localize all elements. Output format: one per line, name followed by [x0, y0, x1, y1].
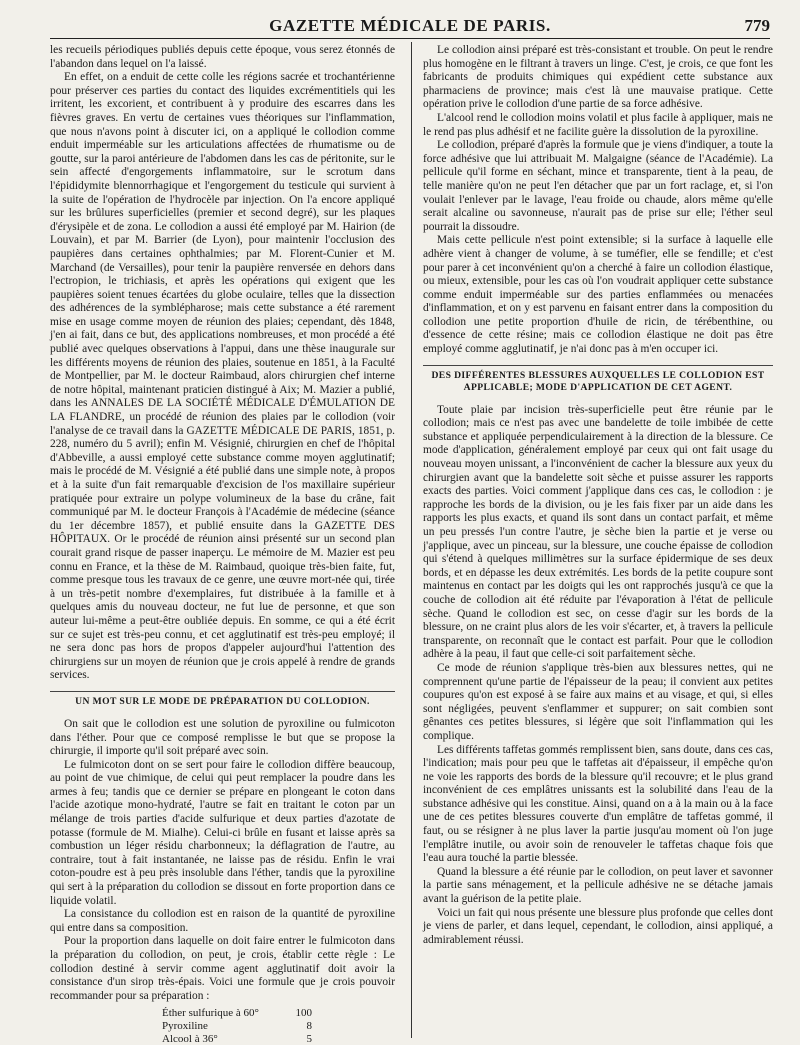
page-header	[50, 8, 770, 39]
paragraph: Pour la proportion dans laquelle on doit faire entrer le fulmicoton dans la préparation du collodion, on peut, je crois, établir cette règle : Le collodion destiné à servir comme agent agglutinatif doit avoir la consistance d'un sirop très-épais. Voici une formule que je crois pouvoir recommander pour sa préparation :	[50, 935, 395, 1002]
paragraph: En effet, on a enduit de cette colle les régions sacrée et trochantérienne pour préserver ces parties du contact des liquides excrémentitiels qui les irritent, les excorient, et contribuent à y produire des escarres dans les fièvres graves. En vertu de certaines vues théoriques sur l'inflammation, que nous n'avons point à discuter ici, on a appliqué le collodion comme enduit imperméable sur les articulations affectées de rhumatisme ou de goutte, sur la paroi antérieure de l'abdomen dans les cas de péritonite, sur le sein affecté d'engorgements inflammatoire, sur le scrotum dans l'épididymite blennorrhagique et l'engorgement du testicule qui survient à la suite de l'opération de l'hydrocèle par injection. On l'a encore appliqué sur les brûlures superficielles (premier et second degré), sur les plaques d'érysipèle et de zona. Le collodion a aussi été employé par M. Hairion (de Louvain), et par M. Barrier (de Lyon), pour maintenir l'occlusion des paupières dans certaines ophthalmies; par M. Florent-Cunier et M. Marchand (de Versailles), pour tenir la paupière renversée en dehors dans l'ectropion, le trichiasis, et après les opérations qui exigent que les paupières soient tenues écartées du globe oculaire, telles que la dissection des adhérences de la symblépharose; mais cette substance a été rarement mise en usage comme moyen de réunion des plaies; cependant, dès 1848, j'en ai fait, dans ce but, des applications nombreuses, et mon procédé a été publié avec quelques observations à l'appui, dans une thèse inaugurale sur les différents moyens de réunion des plaies, soutenue en 1851, à la Faculté de Montpellier, par M. le docteur Raimbaud, alors chirurgien chef interne de notre hôpital, maintenant praticien distingué à Aix; M. Mazier a publié, dans les ANNALES DE LA SOCIÉTÉ MÉDICALE D'ÉMULATION DE LA FLANDRE, un procédé de réunion des plaies par le collodion (voir l'analyse de ce travail dans la GAZETTE MÉDICALE DE PARIS, 1851, p. 228, numéro du 5 avril); enfin M. Vésignié, chirurgien en chef de l'hôpital d'Abbeville, a aussi employé cette substance comme moyen agglutinatif; mais le procédé de M. Vésignié a été publié dans une simple note, à propos et à la suite d'un fait remarquable d'excision de l'os maxillaire supérieur pratiquée pour extraire un polype volumineux de la base du crâne, fait communiqué par M. le docteur François à l'Académie de médecine (séance du 1er décembre 1857), et publié ensuite dans la GAZETTE DES HÔPITAUX. Or le procédé de réunion ainsi présenté sur un second plan courait grand risque de passer inaperçu. Le mémoire de M. Mazier est peu connu en France, et la thèse de M. Raimbaud, quoique très-bien faite, fut, comme presque tous les travaux de ce genre, une œuvre mort-née qui, tirée à un très-petit nombre d'exemplaires, fut distribuée à la famille et à quelques amis du nouveau docteur, ne fut lue de personne, et que son auteur lui-même a peut-être oubliée depuis. En somme, ce qui a été écrit sur ce sujet est très-peu connu, et cet agglutinatif est très-peu employé; il ne sera donc pas hors de propos d'appeler aujourd'hui l'attention des chirurgiens sur un moyen de réunion que je crois appelé à rendre de grands services.	[50, 71, 395, 682]
left-column	[50, 44, 395, 1045]
column-divider	[411, 42, 412, 1038]
paragraph: On sait que le collodion est une solution de pyroxiline ou fulmicoton dans l'éther. Pour que ce composé remplisse le but que se propose la chirurgie, il importe qu'il soit préparé avec soin.	[50, 717, 395, 758]
recipe-row	[162, 1007, 312, 1020]
recipe-ingredient: Alcool à 36°	[162, 1032, 218, 1045]
recipe-row	[162, 1020, 312, 1033]
paragraph: les recueils périodiques publiés depuis cette époque, vous serez étonnés de l'abandon dans lequel on l'a laissé.	[50, 44, 395, 70]
paragraph: La consistance du collodion est en raison de la quantité de pyroxiline qui entre dans sa composition.	[50, 908, 395, 934]
paragraph: Quand la blessure a été réunie par le collodion, on peut laver et savonner la partie sans ménagement, et la pellicule adhésive ne se détache jamais avant la guérison de la petite plaie.	[423, 865, 773, 906]
paragraph: L'alcool rend le collodion moins volatil et plus facile à appliquer, mais ne le rend pas plus adhésif et ne facilite guère la dissolution de la pyroxiline.	[423, 111, 773, 138]
recipe-row	[162, 1033, 312, 1045]
paragraph: Ce mode de réunion s'applique très-bien aux blessures nettes, qui ne comprennent qu'une partie de l'épaisseur de la peau; il convient aux petites coupures qu'on est exposé à se faire aux mains et au visage, et qui, si elles sont négligées, peuvent s'enflammer et suppurer; on sait combien sont gênantes ces petites blessures, si légère que soit l'inflammation qui les complique.	[423, 661, 773, 742]
page-number: 779	[744, 16, 770, 35]
paragraph: Les différents taffetas gommés remplissent bien, sans doute, dans ces cas, l'indication; mais pour peu que le taffetas ait d'épaisseur, il empêche qu'on ne voie les rapports des bords de la blessure qu'il recouvre; et le plus grand inconvénient de ces emplâtres unissants est la solubilité dans l'eau de la substance adhésive qui les constitue. Ainsi, quand on a à la main ou à la face une de ces petites blessures couverte d'un emplâtre de taffetas gommé, il faut, ou se résigner à ne plus laver la partie jusqu'au moment où l'on juge l'emplâtre inutile, ou avoir soin de renouveler le taffetas chaque fois que l'eau aura touché la partie blessée.	[423, 743, 773, 865]
recipe-table	[162, 1007, 395, 1045]
paragraph: Le collodion ainsi préparé est très-consistant et trouble. On peut le rendre plus homogène en le filtrant à travers un linge. C'est, je crois, ce que font les fabricants de produits chimiques qui expédient cette substance aux pharmaciens de province; mais c'est là une mauvaise pratique. Cette opération prive le collodion d'une partie de sa force adhésive.	[423, 44, 773, 111]
paragraph: Voici un fait qui nous présente une blessure plus profonde que celles dont je viens de parler, et dans lequel, cependant, le collodion, ainsi appliqué, a admirablement réussi.	[423, 906, 773, 946]
paragraph: Le collodion, préparé d'après la formule que je viens d'indiquer, a toute la force adhésive que lui attribuait M. Malgaigne (séance de l'Académie). La pellicule qu'il forme en séchant, mince et transparente, tient à la peau, de telle manière qu'on ne peut l'en détacher que par un fort raclage, et, si l'on voulait l'enlever par le lavage, l'eau froide ou chaude, alors même qu'elle serait alcaline ou savonneuse, n'aurait pas de prise sur elle; l'éther seul pourrait la dissoudre.	[423, 139, 773, 233]
section-heading: DES DIFFÉRENTES BLESSURES AUXQUELLES LE COLLODION EST APPLICABLE; MODE D'APPLICATION DE CET AGENT.	[423, 365, 773, 394]
running-title: GAZETTE MÉDICALE DE PARIS.	[269, 16, 551, 35]
paragraph: Le fulmicoton dont on se sert pour faire le collodion diffère beaucoup, au point de vue chimique, de celui qui peut remplacer la poudre dans les armes à feu; tandis que ce dernier se prépare en plongeant le coton dans l'acide azotique mono-hydraté, l'autre se fait en traitant le coton par un mélange de trois parties d'acide sulfurique et deux parties d'azotate de potasse (formule de M. Mialhe). Celui-ci brûle en fusant et laisse après sa combustion un léger résidu charbonneux; la déflagration de l'autre, au contraire, tout à fait instantanée, ne laisse pas de résidu. Enfin le vrai coton-poudre est à peu près insoluble dans l'éther, tandis que la pyroxiline qui sert à la préparation du collodion se dissout en forte proportion dans ce liquide volatil.	[50, 758, 395, 907]
section-heading: UN MOT SUR LE MODE DE PRÉPARATION DU COLLODION.	[50, 691, 395, 708]
paragraph: Mais cette pellicule n'est point extensible; si la surface à laquelle elle adhère vient à changer de volume, à se tuméfier, elle se fendille; et c'est pour parer à cet inconvénient qu'on a cherché à faire un collodion élastique, ou mieux, extensible, pour les cas où l'on voudrait appliquer cette substance comme enduit imperméable sur des parties enflammées ou menacées d'inflammation, et on y est parvenu en faisant entrer dans la composition du collodion une petite proportion d'huile de ricin, de térébenthine, ou d'essence de cette résine; mais ce collodion élastique ne doit pas être employé comme agglutinatif, je n'ai donc pas à m'en occuper ici.	[423, 234, 773, 356]
recipe-quantity: 5	[306, 1032, 312, 1045]
recipe-ingredient: Pyroxiline	[162, 1019, 208, 1032]
recipe-quantity: 8	[306, 1019, 312, 1032]
recipe-ingredient: Éther sulfurique à 60°	[162, 1007, 259, 1020]
right-column	[423, 44, 773, 947]
paragraph: Toute plaie par incision très-superficielle peut être réunie par le collodion; mais ce n'est pas avec une bandelette de toile imbibée de cette substance et appliquée perpendiculairement à la direction de la blessure. Ce mode d'application, généralement employé par ceux qui ont fait usage du nouveau moyen unissant, a l'inconvénient de cacher la blessure aux yeux du chirurgien avant que la bandelette soit sèche et puisse assurer les rapports exacts des parties. Voici comment j'applique dans ces cas, le collodion : je rapproche les bords de la division, ou je les fais fixer par un aide dans les rapports les plus exacts, et quand ils sont dans un contact parfait, et même un peu pressés l'un contre l'autre, je sèche bien la partie et je verse ou j'applique, avec un pinceau, sur la blessure, une couche épaisse de collodion qui s'étend à quelques millimètres sur la surface épidermique de ses deux bords, et en dépasse les deux extrémités. Les bords de la petite coupure sont maintenus en contact par les doigts qui les ont rapprochés jusqu'à ce que la couche de collodion ait été réduite par l'évaporation à l'état de pellicule sèche. Quand le collodion est sec, on cesse d'agir sur les bords de la blessure, on ne craint plus alors de les voir s'écarter, et, à travers la pellicule transparente, on reconnaît que le contact est parfait. Pour que le collodion adhère à la peau, il faut que celle-ci soit parfaitement sèche.	[423, 403, 773, 661]
recipe-quantity: 100	[295, 1007, 312, 1020]
